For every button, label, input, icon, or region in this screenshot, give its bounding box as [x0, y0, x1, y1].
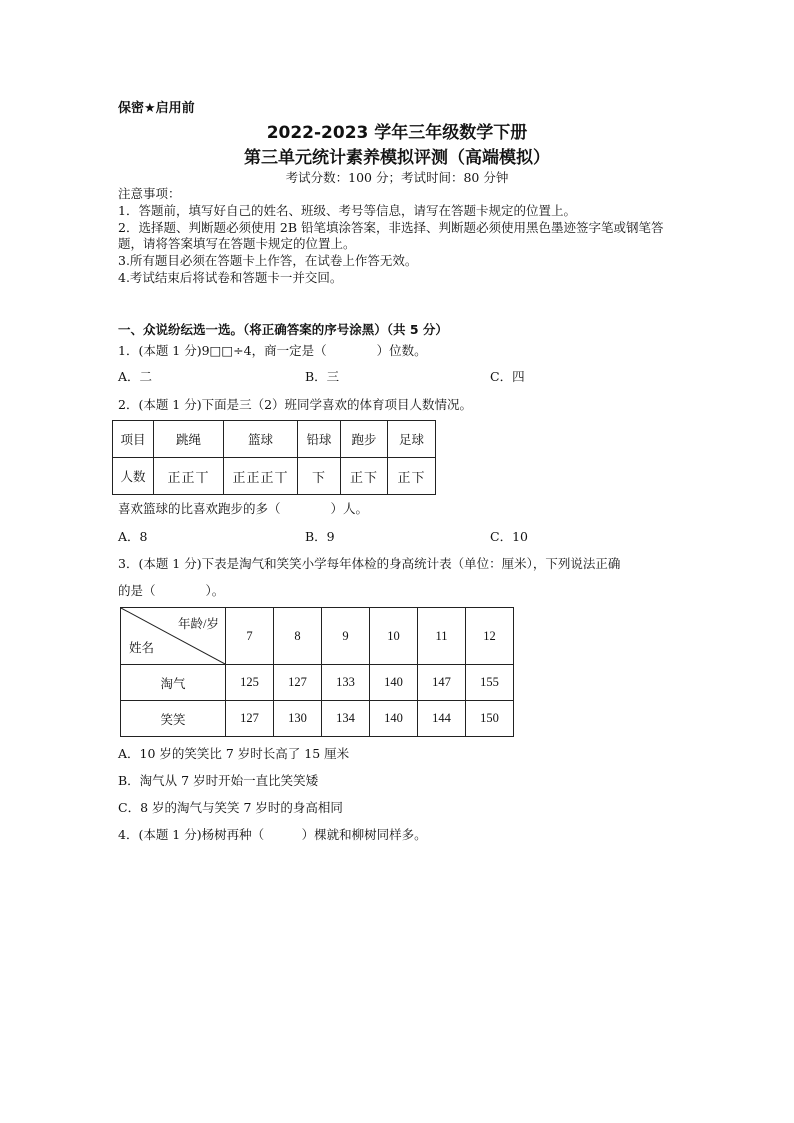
corner-bottom-label: 姓名	[129, 641, 155, 655]
table-cell: 127	[226, 701, 274, 737]
question-3: 3．(本题 1 分)下表是淘气和笑笑小学每年体检的身高统计表（单位：厘米），下列说法正确	[118, 556, 621, 571]
table-row	[113, 421, 436, 458]
table-cell: 127	[274, 665, 322, 701]
question-1: 1．(本题 1 分)9□□÷4，商一定是（ ）位数。	[118, 343, 427, 358]
tally-cell: 正下	[341, 458, 388, 495]
table-header-cell: 篮球	[224, 421, 298, 458]
age-header-cell: 8	[274, 608, 322, 665]
exam-info: 考试分数：100 分；考试时间：80 分钟	[285, 170, 509, 185]
tally-cell: 下	[298, 458, 341, 495]
tally-cell: 正正正丅	[224, 458, 298, 495]
table-row	[121, 608, 514, 665]
table-cell: 125	[226, 665, 274, 701]
note-item: 4.考试结束后将试卷和答题卡一并交回。	[118, 269, 343, 285]
table-row-label: 笑笑	[121, 701, 226, 737]
note-item: 1．答题前，填写好自己的姓名、班级、考号等信息，请写在答题卡规定的位置上。	[118, 202, 576, 218]
table-header-cell: 足球	[388, 421, 436, 458]
age-header-cell: 12	[466, 608, 514, 665]
question-3-line2: 的是（ ）。	[118, 583, 225, 598]
exam-subtitle-title: 第三单元统计素养模拟评测（高端模拟）	[244, 148, 550, 168]
q3-option-c[interactable]: C．8 岁的淘气与笑笑 7 岁时的身高相同	[118, 800, 343, 815]
table-row-label: 人数	[113, 458, 154, 495]
table-row	[113, 458, 436, 495]
corner-top-label: 年龄/岁	[178, 617, 219, 631]
table-cell: 134	[322, 701, 370, 737]
question-2-prompt: 喜欢篮球的比喜欢跑步的多（ ）人。	[118, 501, 369, 516]
q1-option-c[interactable]: C．四	[490, 369, 525, 384]
table-header-cell: 项目	[113, 421, 154, 458]
table-row	[121, 665, 514, 701]
q3-option-b[interactable]: B．淘气从 7 岁时开始一直比笑笑矮	[118, 773, 319, 788]
tally-cell: 正正丅	[154, 458, 224, 495]
notes-block	[118, 186, 688, 287]
q2-option-b[interactable]: B．9	[305, 529, 335, 544]
question-4: 4．(本题 1 分)杨树再种（ ）棵就和柳树同样多。	[118, 827, 427, 842]
table-header-cell: 跳绳	[154, 421, 224, 458]
table-corner-cell	[121, 608, 226, 665]
table-cell: 150	[466, 701, 514, 737]
q1-option-a[interactable]: A．二	[118, 369, 153, 384]
table-cell: 130	[274, 701, 322, 737]
q1-option-b[interactable]: B．三	[305, 369, 340, 384]
q2-option-c[interactable]: C．10	[490, 529, 528, 544]
height-table	[120, 607, 514, 737]
table-header-cell: 跑步	[341, 421, 388, 458]
table-cell: 144	[418, 701, 466, 737]
table-cell: 133	[322, 665, 370, 701]
table-header-cell: 铅球	[298, 421, 341, 458]
table-row	[121, 701, 514, 737]
section-title: 一、众说纷纭选一选。（将正确答案的序号涂黑）（共 5 分）	[118, 322, 448, 337]
age-header-cell: 7	[226, 608, 274, 665]
table-cell: 140	[370, 665, 418, 701]
age-header-cell: 11	[418, 608, 466, 665]
note-item: 3.所有题目必须在答题卡上作答，在试卷上作答无效。	[118, 253, 418, 269]
table-cell: 155	[466, 665, 514, 701]
table-row-label: 淘气	[121, 665, 226, 701]
q3-option-a[interactable]: A．10 岁的笑笑比 7 岁时长高了 15 厘米	[118, 746, 350, 761]
question-2: 2．(本题 1 分)下面是三（2）班同学喜欢的体育项目人数情况。	[118, 397, 473, 412]
exam-title: 2022-2023 学年三年级数学下册	[266, 123, 528, 143]
table-cell: 147	[418, 665, 466, 701]
age-header-cell: 10	[370, 608, 418, 665]
note-item: 2．选择题、判断题必须使用 2B 铅笔填涂答案，非选择、判断题必须使用黑色墨迹签字笔或钢笔答题，请将答案填写在答题卡规定的位置上。	[118, 219, 664, 252]
confidential-label: 保密★启用前	[118, 101, 195, 116]
sports-tally-table	[112, 420, 436, 495]
table-cell: 140	[370, 701, 418, 737]
age-header-cell: 9	[322, 608, 370, 665]
q2-option-a[interactable]: A．8	[118, 529, 148, 544]
notes-heading: 注意事项：	[118, 186, 181, 201]
tally-cell: 正下	[388, 458, 436, 495]
